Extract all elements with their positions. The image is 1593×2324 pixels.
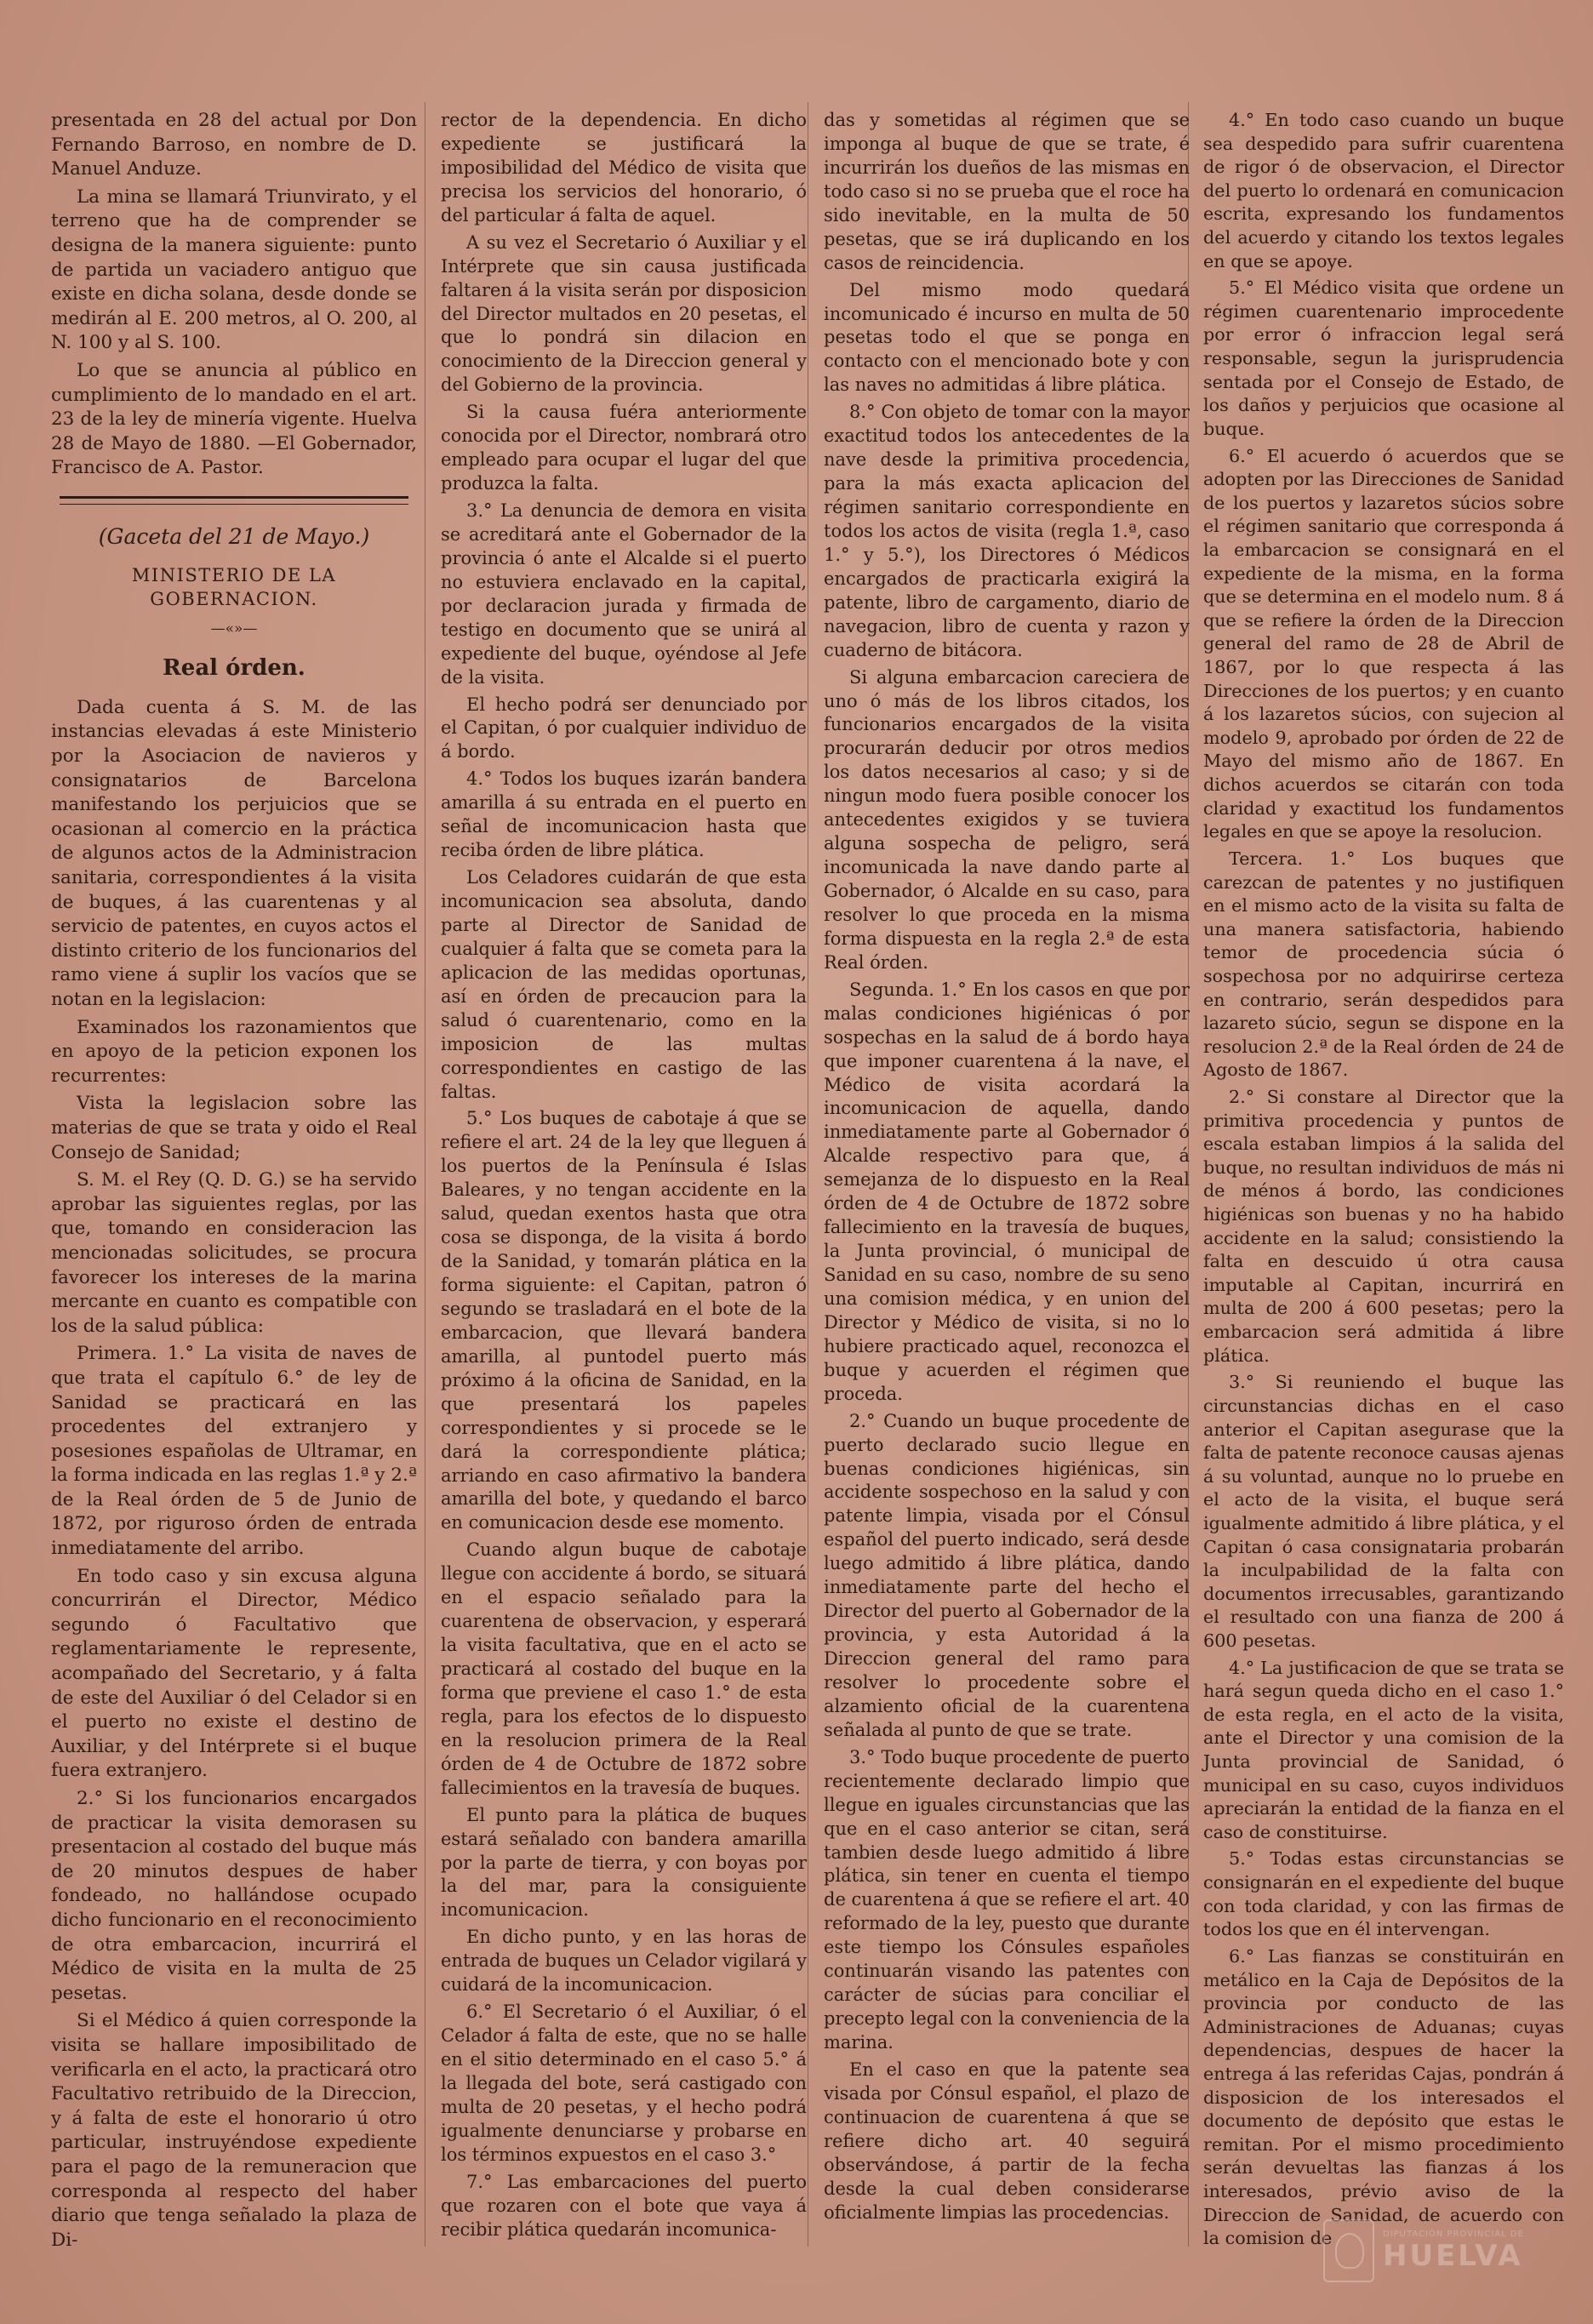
paragraph: 6.° El acuerdo ó acuerdos que se adopten por las Direcciones de Sanidad de los puertos y lazaretos súcios sobre el régimen sanitario que corresponda á la embarcacion se consignará en el expediente de la misma, en la forma que se determina en el modelo num. 8 á que se refiere la órden de la Direccion general del ramo de 28 de Abril de 1867, por lo que respecta á las Direcciones de los puertos; y en cuanto á los lazaretos súcios, con sujecion al modelo 9, aprobado por órden de 22 de Mayo del mismo año de 1867. En dichos acuerdos se citarán con toda claridad y exactitud los fundamentos legales en que se apoye la resolucion. <box>1203 445 1564 842</box>
paragraph: Segunda. 1.° En los casos en que por malas condiciones higiénicas ó por sospechas en la salud de á bordo haya que imponer cuarentena á la nave, el Médico de visita acordará la incomunicacion de aquella, dando inmediatamente parte al Gobernador ó Alcalde respectivo para que, á semejanza de lo dispuesto en la Real órden de 4 de Octubre de 1872 sobre fallecimiento en la travesía de buques, la Junta provincial, ó municipal de Sanidad en su caso, nombre de su seno una comision médica, y en union del Director y Médico de visita, si no lo hubiere practicado aquel, reconozca el buque y acuerden el régimen que proceda. <box>824 979 1190 1404</box>
ornament: —«»— <box>210 620 258 637</box>
column-3 <box>824 109 1190 2229</box>
paragraph: En todo caso y sin excusa alguna concurrirán el Director, Médico segundo ó Facultativo que reglamentariamente le represente, acompañado del Secretario, y á falta de este del Auxiliar ó del Celador si en el puerto no existe el destino de Auxiliar, y del Intérprete si el buque fuera extranjero. <box>51 1565 417 1782</box>
column-4 <box>1203 109 1564 2254</box>
section-rule <box>60 496 408 505</box>
watermark-line-2: HUELVA <box>1383 2238 1523 2273</box>
paragraph: Vista la legislacion sobre las materias de que se trata y oido el Real Consejo de Sanidad; <box>51 1093 417 1163</box>
paragraph: Si alguna embarcacion careciera de uno ó más de los libros citados, los funcionarios encargados de la visita procurarán deducir por otros medios los datos necesarios al caso; y si de ningun modo fuera posible conocer los antecedentes exigidos y se tuviera alguna sospecha de peligro, será incomunicada la nave dando parte al Gobernador, ó Alcalde en su caso, para resolver lo que proceda en la misma forma dispuesta en la regla 2.ª de esta Real órden. <box>824 666 1190 973</box>
column-2 <box>441 109 807 2246</box>
paragraph: rector de la dependencia. En dicho expediente se justificará la imposibilidad del Médico de visita que precisa los servicios del honorario, ó del particular á falta de aquel. <box>441 110 807 226</box>
paragraph: Del mismo modo quedará incomunicado é incurso en multa de 50 pesetas todo el que se ponga en contacto con el mencionado bote y con las naves no admitidas á libre plática. <box>824 279 1190 396</box>
paragraph: 5.° Todas estas circunstancias se consignarán en el expediente del buque con toda claridad, y con las firmas de todos los que en él intervengan. <box>1203 1848 1564 1940</box>
gaceta-source: (Gaceta del 21 de Mayo.) <box>98 523 370 549</box>
paragraph: El hecho podrá ser denunciado por el Capitan, ó por cualquier individuo de á bordo. <box>441 694 807 762</box>
paragraph: Los Celadores cuidarán de que esta incomunicacion sea absoluta, dando parte al Director de Sanidad de cualquier á falta que se cometa para la aplicacion de las medidas oportunas, así en órden de precaucion para la salud ó cuarentenario, como en la imposicion de las multas correspondientes en castigo de las faltas. <box>441 867 807 1102</box>
paragraph: Dada cuenta á S. M. de las instancias elevadas á este Ministerio por la Asociacion de navieros y consignatarios de Barcelona manifestando los perjuicios que se ocasionan al comercio en la práctica de algunos actos de la Administracion sanitaria, correspondientes á la visita de buques, á las cuarentenas y al servicio de patentes, en cuyos actos el distinto criterio de los funcionarios del ramo viene á suplir los vacíos que se notan en la legislacion: <box>51 696 417 1010</box>
paragraph: La mina se llamará Triunvirato, y el terreno que ha de comprender se designa de la manera siguiente: punto de partida un vaciadero antiguo que existe en dicha solana, desde donde se medirán al E. 200 metros, al O. 200, al N. 100 y al S. 100. <box>51 186 417 354</box>
paragraph: El punto para la plática de buques estará señalado con bandera amarilla por la parte de tierra, y con boyas por la del mar, para la consiguiente incomunicacion. <box>441 1804 807 1921</box>
paragraph: das y sometidas al régimen que se imponga al buque de que se trate, é incurrirán los dueños de las mismas en todo caso si no se prueba que el roce ha sido inevitable, en la multa de 50 pesetas, que se irá duplicando en los casos de reincidencia. <box>824 110 1190 273</box>
paragraph: En el caso en que la patente sea visada por Cónsul español, el plazo de continuacion de cuarentena á que se refiere dicho art. 40 seguirá observándose, á partir de la fecha desde la cual deben considerarse oficialmente limpias las procedencias. <box>824 2058 1190 2223</box>
paragraph: Cuando algun buque de cabotaje llegue con accidente á bordo, se situará en el espacio señalado para la cuarentena de observacion, y esperará la visita facultativa, que en el acto se practicará al costado del buque en la forma que previene el caso 1.° de esta regla, para los efectos de lo dispuesto en la resolucion primera de la Real órden de 4 de Octubre de 1872 sobre fallecimientos en la travesía de buques. <box>441 1539 807 1798</box>
watermark-line-1: DIPUTACIÓN PROVINCIAL DE <box>1383 2229 1524 2239</box>
paragraph: 4.° La justificacion de que se trata se hará segun queda dicho en el caso 1.° de esta regla, en el acto de la visita, ante el Director y una comision de la Junta provincial de Sanidad, ó municipal en su caso, cuyos individuos apreciarán la entidad de la fianza en el caso de constituirse. <box>1203 1657 1564 1842</box>
paragraph: 3.° La denuncia de demora en visita se acreditará ante el Gobernador de la provincia ó ante el Alcalde si el puerto no estuviera enclavado en la capital, por declaracion jurada y firmada de testigo en documento que se unirá al expediente del buque, oyéndose al Jefe de la visita. <box>441 500 807 688</box>
section-title: Real órden. <box>163 655 305 682</box>
paragraph: 6.° Las fianzas se constituirán en metálico en la Caja de Depósitos de la provincia por conducto de las Administraciones de Aduanas; cuyas dependencias, despues de hacer la entrega á las referidas Cajas, pondrán á disposicion de los interesados el documento de depósito que estas le remitan. Por el mismo procedimiento serán devueltas las fianzas á los interesados, prévio aviso de la Direccion de Sanidad, de acuerdo con la comision de <box>1203 1945 1564 2249</box>
paragraph: 3.° Si reuniendo el buque las circunstancias dichas en el caso anterior el Capitan asegurase que la falta de patente reconoce causas ajenas á su voluntad, aunque no lo pruebe en el acto de la visita, el buque será igualmente admitido á libre plática, y el Capitan ó casa consignataria probarán la inculpabilidad de la falta con documentos irrecusables, garantizando el resultado con una fianza de 200 á 600 pesetas. <box>1203 1372 1564 1651</box>
paragraph: presentada en 28 del actual por Don Fernando Barroso, en nombre de D. Manuel Anduze. <box>51 110 417 180</box>
paragraph: 3.° Todo buque procedente de puerto recientemente declarado limpio que llegue en iguales circunstancias que las que en el caso anterior se citan, será tambien desde luego admitido á libre plática, sin tener en cuenta el tiempo de cuarentena á que se refiere el art. 40 reformado de la ley, puesto que durante este tiempo los Cónsules españoles continuarán visando las patentes con carácter de súcias para conciliar el precepto legal con la conveniencia de la marina. <box>824 1746 1190 2053</box>
paragraph: 2.° Si constare al Director que la primitiva procedencia y puntos de escala estaban limpios á la salida del buque, no resultan individuos de más ni de ménos á bordo, las condiciones higiénicas son buenas y no ha habido accidente en la salud; consistiendo la falta en descuido ú otra causa imputable al Capitan, incurrirá en multa de 200 á 600 pesetas; pero la embarcacion será admitida á libre plática. <box>1203 1086 1564 1366</box>
paragraph: Si la causa fuéra anteriormente conocida por el Director, nombrará otro empleado para ocupar el lugar del que produzca la falta. <box>441 402 807 494</box>
paragraph: 8.° Con objeto de tomar con la mayor exactitud todos los antecedentes de la nave desde la primitiva procedencia, para la más exacta aplicacion del régimen sanitario correspondiente en todos los actos de visita (regla 1.ª, caso 1.° y 5.°), los Directores ó Médicos encargados de practicarla exigirá la patente, libro de cargamento, diario de navegacion, libro de cuenta y razon y cuaderno de bitácora. <box>824 402 1190 660</box>
paragraph: 4.° En todo caso cuando un buque sea despedido para sufrir cuarentena de rigor ó de observacion, el Director del puerto lo ordenará en comunicacion escrita, expresando los fundamentos del acuerdo y citando los textos legales en que se apoye. <box>1203 110 1564 271</box>
coat-of-arms-icon <box>1323 2219 1374 2282</box>
paragraph: En dicho punto, y en las horas de entrada de buques un Celador vigilará y cuidará de la incomunicacion. <box>441 1927 807 1996</box>
paragraph: Examinados los razonamientos que en apoyo de la peticion exponen los recurrentes: <box>51 1016 417 1087</box>
ministry-heading: MINISTERIO DE LA GOBERNACION. <box>131 564 337 610</box>
paragraph: 6.° El Secretario ó el Auxiliar, ó el Celador á falta de este, que no se halle en el sitio determinado en el caso 5.° á la llegada del bote, será castigado con multa de 20 pesetas, y el hecho podrá igualmente denunciarse y probarse en los términos expuestos en el caso 3.° <box>441 2001 807 2165</box>
paragraph: 2.° Si los funcionarios encargados de practicar la visita demorasen su presentacion al costado del buque más de 20 minutos despues de haber fondeado, no hallándose ocupado dicho funcionario en el reconocimiento de otra embarcacion, incurrirá el Médico de visita en la multa de 25 pesetas. <box>51 1788 417 2004</box>
paragraph: 5.° El Médico visita que ordene un régimen cuarentenario improcedente por error ó infraccion legal será responsable, segun la jurisprudencia sentada por el Consejo de Estado, de los daños y perjuicios que ocasione al buque. <box>1203 277 1564 439</box>
column-1 <box>51 109 417 2256</box>
paragraph: S. M. el Rey (Q. D. G.) se ha servido aprobar las siguientes reglas, por las que, tomando en consideracion las mencionadas solicitudes, se procura favorecer los intereses de la marina mercante en cuanto es compatible con los de la salud pública: <box>51 1169 417 1337</box>
paragraph: Si el Médico á quien corresponde la visita se hallare imposibilitado de verificarla en el acto, la practicará otro Facultativo retribuido de la Direccion, y á falta de este el honorario ú otro particular, instruyéndose expediente para el pago de la remuneracion que corresponda al respecto del haber diario que tenga señalado la plaza de Di- <box>51 2010 417 2251</box>
archive-watermark <box>1323 2213 1566 2289</box>
paragraph: Tercera. 1.° Los buques que carezcan de patentes y no justifiquen en el mismo acto de la visita su falta de una manera satisfactoria, habiendo temor de procedencia súcia ó sospechosa por no adquirirse certeza en contrario, serán despedidos para lazareto súcio, segun se dispone en la resolucion 2.ª de la Real órden de 24 de Agosto de 1867. <box>1203 848 1564 1081</box>
paragraph: Lo que se anuncia al público en cumplimiento de lo mandado en el art. 23 de la ley de minería vigente. Huelva 28 de Mayo de 1880. —El Gobernador, Francisco de A. Pastor. <box>51 359 417 479</box>
paragraph: A su vez el Secretario ó Auxiliar y el Intérprete que sin causa justificada faltaren á la visita serán por disposicion del Director multados en 20 pesetas, el que lo pondrá sin dilacion en conocimiento de la Direccion general y del Gobierno de la provincia. <box>441 231 807 396</box>
paragraph: Primera. 1.° La visita de naves de que trata el capítulo 6.° de ley de Sanidad se practicará en las procedentes del extranjero y posesiones españolas de Ultramar, en la forma indicada en las reglas 1.ª y 2.ª de la Real órden de 5 de Junio de 1872, por riguroso órden de entrada inmediatamente del arribo. <box>51 1343 417 1560</box>
paragraph: 7.° Las embarcaciones del puerto que rozaren con el bote que vaya á recibir plática quedarán incomunica- <box>441 2171 807 2240</box>
paragraph: 4.° Todos los buques izarán bandera amarilla á su entrada en el puerto en señal de incomunicacion hasta que reciba órden de libre plática. <box>441 768 807 861</box>
paragraph: 5.° Los buques de cabotaje á que se refiere el art. 24 de la ley que lleguen á los puertos de la Península é Islas Baleares, y no tengan accidente en la salud, quedan exentos hasta que otra cosa se disponga, de la visita á bordo de la Sanidad, y tomarán plática en la forma siguiente: el Capitan, patron ó segundo se trasladará en el bote de la embarcacion, que llevará bandera amarilla, al puntodel puerto más próximo á la oficina de Sanidad, en la que presentará los papeles correspondientes y si procede se le dará la correspondiente plática; arriando en caso afirmativo la bandera amarilla del bote, y quedando el barco en comunicacion desde ese momento. <box>441 1108 807 1533</box>
paragraph: 2.° Cuando un buque procedente de puerto declarado sucio llegue en buenas condiciones higiénicas, sin accidente sospechoso en la salud y con patente limpia, visada por el Cónsul español del puerto indicado, será desde luego admitido á libre plática, dando inmediatamente parte del hecho el Director del puerto al Gobernador de la provincia, y esta Autoridad á la Direccion general del ramo para resolver lo procedente sobre el alzamiento oficial de la cuarentena señalada al punto de que se trate. <box>824 1410 1190 1740</box>
